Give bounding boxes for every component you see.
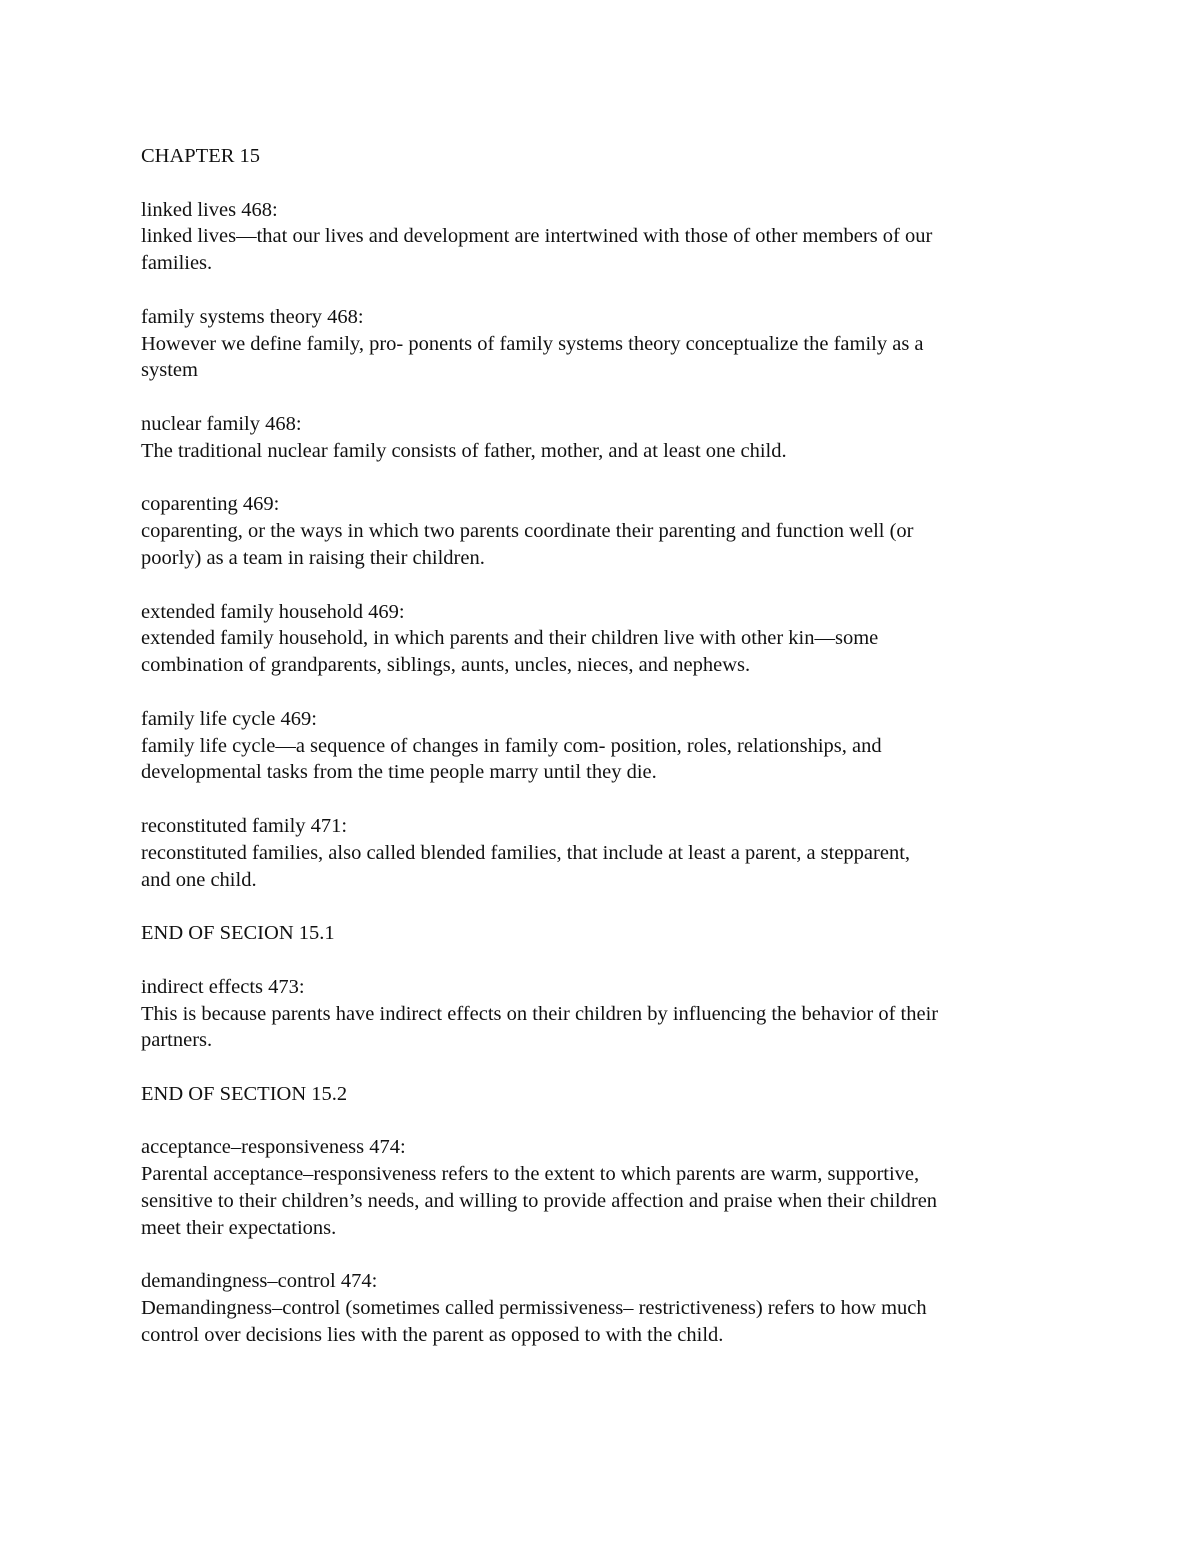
glossary-definition-line: extended family household, in which parents and their children live with other kin—some [141,627,879,650]
glossary-term: nuclear family 468: [141,412,302,435]
glossary-definition-line: developmental tasks from the time people marry until they die. [141,761,657,784]
section-end-text: END OF SECION 15.1 [141,922,335,945]
glossary-definition-line: Parental acceptance–responsiveness refers to the extent to which parents are warm, supportive, [141,1163,920,1186]
glossary-definition-line: reconstituted families, also called blended families, that include at least a parent, a stepparent, [141,841,911,864]
glossary-entry-demandingness-control [141,1268,1071,1348]
glossary-definition-line: families. [141,252,213,275]
glossary-definition-line: combination of grandparents, siblings, aunts, uncles, nieces, and nephews. [141,654,751,677]
chapter-heading-block [141,143,1071,170]
glossary-definition-line: partners. [141,1029,213,1052]
glossary-entry-family-life-cycle [141,706,1071,786]
glossary-entry-extended-family-household [141,599,1071,679]
glossary-entry-indirect-effects [141,974,1071,1054]
glossary-definition-line: linked lives—that our lives and development are intertwined with those of other members of our [141,225,933,248]
chapter-title: CHAPTER 15 [141,145,261,167]
glossary-definition-line: Demandingness–control (sometimes called permissiveness– restrictiveness) refers to how much [141,1297,927,1320]
glossary-term: indirect effects 473: [141,975,305,998]
glossary-definition-line: sensitive to their children’s needs, and willing to provide affection and praise when their children [141,1190,938,1213]
glossary-term: demandingness–control 474: [141,1270,378,1293]
glossary-definition-line: This is because parents have indirect effects on their children by influencing the behavior of their [141,1002,939,1025]
glossary-definition-line: family life cycle—a sequence of changes in family com- position, roles, relationships, and [141,734,882,757]
glossary-term: acceptance–responsiveness 474: [141,1136,406,1159]
glossary-definition-line: meet their expectations. [141,1216,337,1239]
glossary-entry-reconstituted-family [141,813,1071,893]
section-end-text: END OF SECTION 15.2 [141,1082,348,1105]
glossary-term: family systems theory 468: [141,305,364,328]
glossary-term: reconstituted family 471: [141,814,348,837]
glossary-term: linked lives 468: [141,198,278,221]
glossary-definition-line: and one child. [141,868,257,891]
glossary-definition-line: The traditional nuclear family consists of father, mother, and at least one child. [141,439,787,462]
glossary-entry-family-systems-theory [141,304,1071,384]
glossary-term: family life cycle 469: [141,707,317,730]
glossary-definition-line: However we define family, pro- ponents of family systems theory conceptualize the family as a [141,332,924,355]
glossary-term: coparenting 469: [141,493,280,516]
glossary-entry-nuclear-family [141,411,1071,465]
glossary-entry-acceptance-responsiveness [141,1134,1071,1241]
glossary-term: extended family household 469: [141,600,405,623]
section-end-marker-15-2 [141,1081,1071,1108]
glossary-entry-coparenting [141,491,1071,571]
glossary-definition-line: system [141,359,198,382]
glossary-definition-line: control over decisions lies with the parent as opposed to with the child. [141,1324,724,1347]
glossary-definition-line: coparenting, or the ways in which two parents coordinate their parenting and function well (or [141,520,914,543]
glossary-definition-line: poorly) as a team in raising their children. [141,546,485,569]
document-page [141,143,1071,1376]
section-end-marker-15-1 [141,920,1071,947]
glossary-entry-linked-lives [141,197,1071,277]
